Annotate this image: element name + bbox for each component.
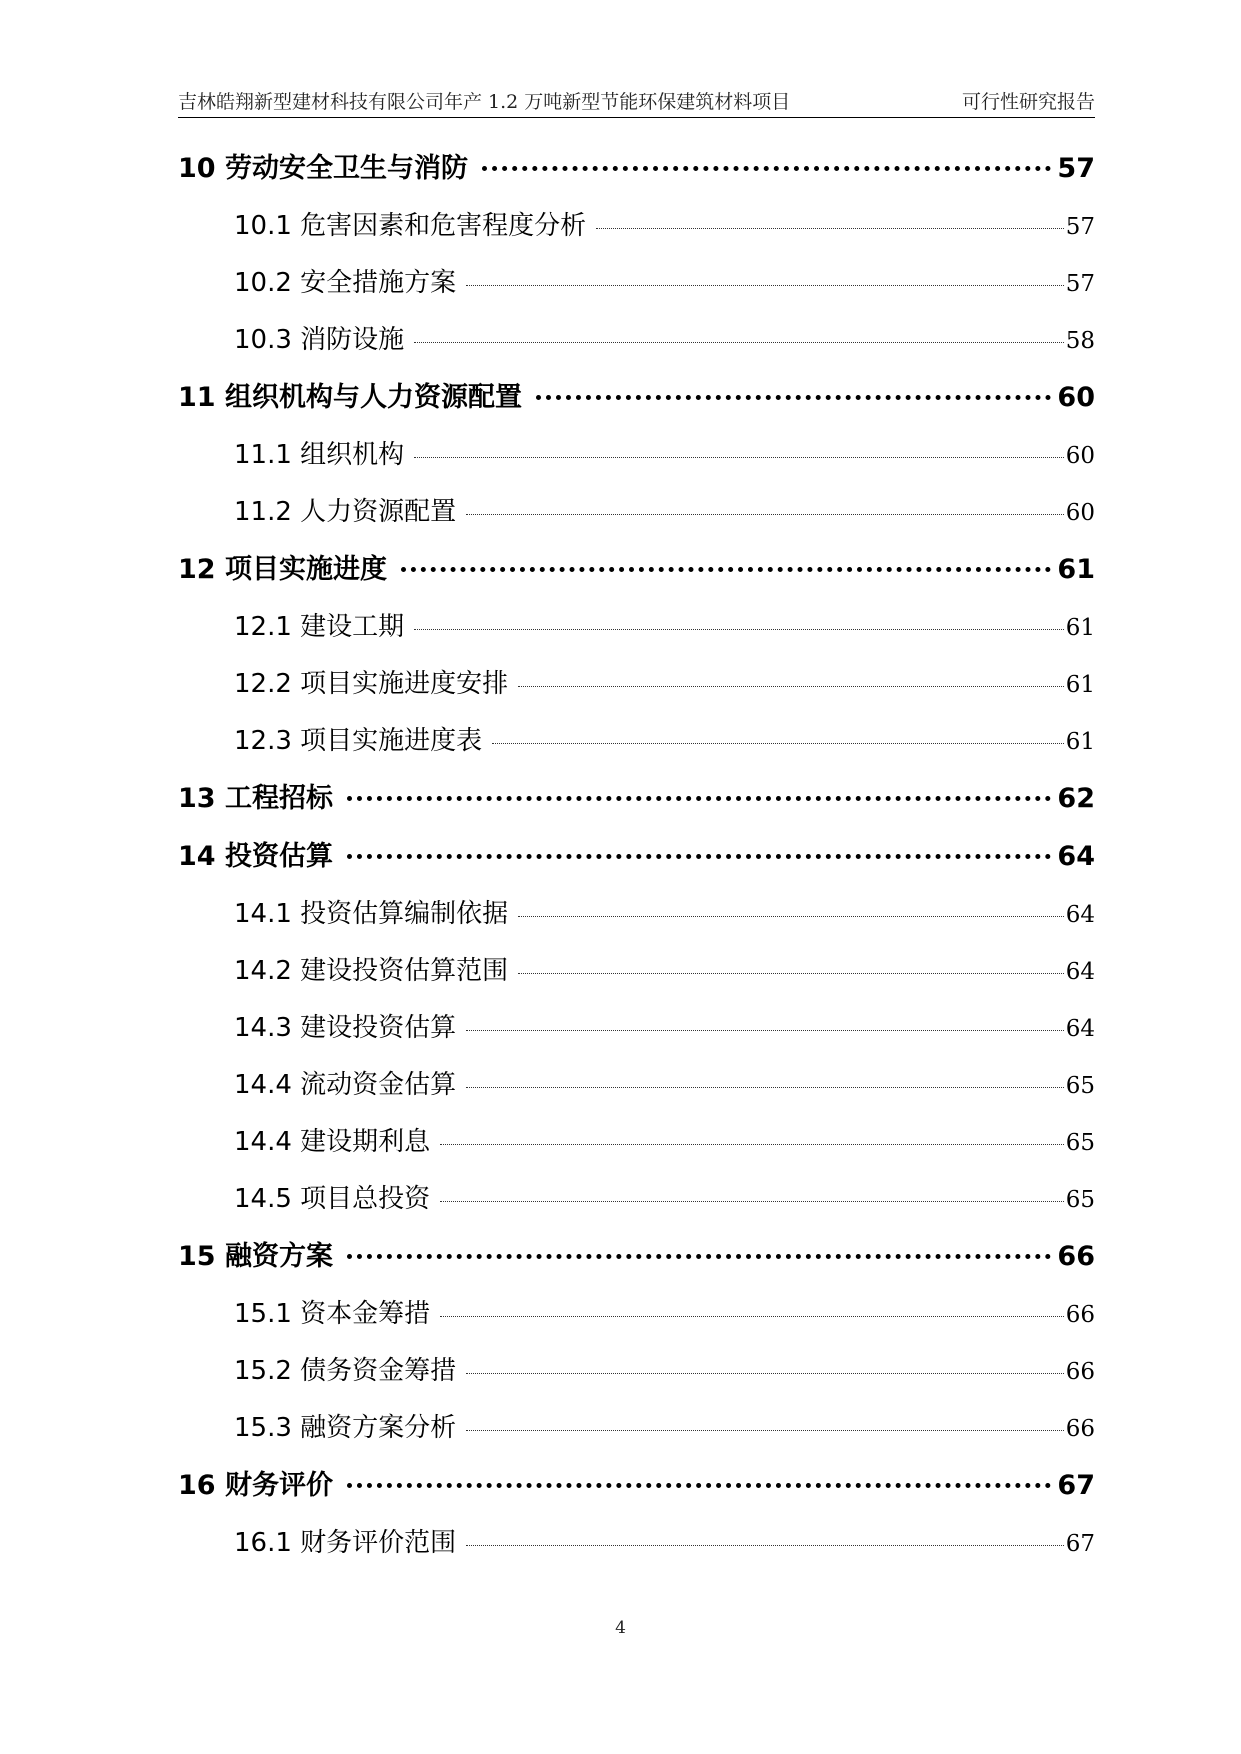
header-project-title: 吉林皓翔新型建材科技有限公司年产 1.2 万吨新型节能环保建筑材料项目 bbox=[178, 91, 791, 113]
toc-section-entry[interactable] bbox=[178, 1286, 1095, 1343]
toc-dot-leader bbox=[466, 1430, 1064, 1431]
toc-dot-leader bbox=[518, 916, 1064, 917]
toc-entry-page-number: 60 bbox=[1057, 382, 1095, 413]
toc-entry-title: 11 组织机构与人力资源配置 bbox=[178, 382, 522, 413]
toc-dot-leader bbox=[466, 1545, 1064, 1546]
toc-entry-page-number: 65 bbox=[1065, 1130, 1095, 1156]
toc-entry-page-number: 65 bbox=[1065, 1073, 1095, 1099]
toc-entry-page-number: 61 bbox=[1057, 554, 1095, 585]
toc-entry-page-number: 66 bbox=[1065, 1302, 1095, 1328]
toc-entry-page-number: 64 bbox=[1065, 902, 1095, 928]
toc-entry-title: 14.1 投资估算编制依据 bbox=[234, 899, 509, 929]
table-of-contents bbox=[178, 140, 1095, 1572]
toc-entry-page-number: 61 bbox=[1065, 729, 1095, 755]
toc-section-entry[interactable] bbox=[178, 1515, 1095, 1572]
toc-entry-title: 15 融资方案 bbox=[178, 1241, 333, 1272]
toc-entry-title: 16.1 财务评价范围 bbox=[234, 1528, 457, 1558]
toc-section-entry[interactable] bbox=[178, 713, 1095, 770]
toc-section-entry[interactable] bbox=[178, 1171, 1095, 1228]
toc-chapter-entry[interactable] bbox=[178, 369, 1095, 427]
toc-section-entry[interactable] bbox=[178, 1057, 1095, 1114]
toc-entry-title: 11.1 组织机构 bbox=[234, 440, 405, 470]
toc-entry-page-number: 62 bbox=[1057, 783, 1095, 814]
toc-entry-title: 14.4 建设期利息 bbox=[234, 1127, 431, 1157]
toc-entry-page-number: 57 bbox=[1057, 153, 1095, 184]
toc-entry-title: 15.3 融资方案分析 bbox=[234, 1413, 457, 1443]
toc-dot-leader bbox=[347, 796, 1051, 801]
toc-dot-leader bbox=[440, 1316, 1064, 1317]
toc-dot-leader bbox=[440, 1144, 1064, 1145]
toc-section-entry[interactable] bbox=[178, 1343, 1095, 1400]
toc-dot-leader bbox=[466, 1087, 1064, 1088]
toc-section-entry[interactable] bbox=[178, 1114, 1095, 1171]
toc-entry-page-number: 65 bbox=[1065, 1187, 1095, 1213]
toc-entry-title: 12.3 项目实施进度表 bbox=[234, 726, 483, 756]
toc-dot-leader bbox=[518, 973, 1064, 974]
toc-section-entry[interactable] bbox=[178, 1000, 1095, 1057]
toc-dot-leader bbox=[596, 228, 1064, 229]
toc-section-entry[interactable] bbox=[178, 1400, 1095, 1457]
toc-section-entry[interactable] bbox=[178, 599, 1095, 656]
toc-entry-page-number: 60 bbox=[1065, 443, 1095, 469]
toc-dot-leader bbox=[536, 395, 1051, 400]
toc-dot-leader bbox=[482, 166, 1051, 171]
toc-entry-title: 11.2 人力资源配置 bbox=[234, 497, 457, 527]
toc-entry-title: 12 项目实施进度 bbox=[178, 554, 387, 585]
toc-entry-title: 10 劳动安全卫生与消防 bbox=[178, 153, 468, 184]
toc-dot-leader bbox=[492, 743, 1064, 744]
toc-section-entry[interactable] bbox=[178, 255, 1095, 312]
toc-dot-leader bbox=[466, 285, 1064, 286]
header-rule bbox=[178, 117, 1095, 118]
toc-entry-title: 14.4 流动资金估算 bbox=[234, 1070, 457, 1100]
toc-entry-page-number: 64 bbox=[1065, 1016, 1095, 1042]
toc-entry-title: 14 投资估算 bbox=[178, 841, 333, 872]
toc-entry-title: 15.1 资本金筹措 bbox=[234, 1299, 431, 1329]
toc-entry-title: 15.2 债务资金筹措 bbox=[234, 1356, 457, 1386]
toc-section-entry[interactable] bbox=[178, 198, 1095, 255]
toc-entry-page-number: 61 bbox=[1065, 615, 1095, 641]
toc-entry-page-number: 57 bbox=[1065, 271, 1095, 297]
toc-entry-page-number: 60 bbox=[1065, 500, 1095, 526]
toc-chapter-entry[interactable] bbox=[178, 541, 1095, 599]
toc-section-entry[interactable] bbox=[178, 886, 1095, 943]
toc-entry-title: 14.5 项目总投资 bbox=[234, 1184, 431, 1214]
toc-dot-leader bbox=[414, 457, 1064, 458]
toc-chapter-entry[interactable] bbox=[178, 140, 1095, 198]
toc-chapter-entry[interactable] bbox=[178, 828, 1095, 886]
toc-entry-page-number: 64 bbox=[1065, 959, 1095, 985]
toc-entry-page-number: 66 bbox=[1057, 1241, 1095, 1272]
toc-dot-leader bbox=[518, 686, 1064, 687]
toc-section-entry[interactable] bbox=[178, 943, 1095, 1000]
toc-entry-page-number: 66 bbox=[1065, 1359, 1095, 1385]
toc-dot-leader bbox=[347, 854, 1051, 859]
toc-dot-leader bbox=[466, 1030, 1064, 1031]
toc-entry-page-number: 57 bbox=[1065, 214, 1095, 240]
toc-section-entry[interactable] bbox=[178, 656, 1095, 713]
page-header bbox=[178, 86, 1095, 114]
toc-section-entry[interactable] bbox=[178, 312, 1095, 369]
toc-entry-title: 14.2 建设投资估算范围 bbox=[234, 956, 509, 986]
toc-dot-leader bbox=[414, 342, 1064, 343]
toc-entry-title: 16 财务评价 bbox=[178, 1470, 333, 1501]
toc-dot-leader bbox=[440, 1201, 1064, 1202]
toc-entry-page-number: 61 bbox=[1065, 672, 1095, 698]
toc-dot-leader bbox=[347, 1254, 1051, 1259]
toc-entry-title: 12.2 项目实施进度安排 bbox=[234, 669, 509, 699]
toc-chapter-entry[interactable] bbox=[178, 1228, 1095, 1286]
toc-chapter-entry[interactable] bbox=[178, 770, 1095, 828]
toc-section-entry[interactable] bbox=[178, 484, 1095, 541]
toc-entry-page-number: 58 bbox=[1065, 328, 1095, 354]
toc-dot-leader bbox=[414, 629, 1064, 630]
toc-entry-title: 10.1 危害因素和危害程度分析 bbox=[234, 211, 587, 241]
toc-section-entry[interactable] bbox=[178, 427, 1095, 484]
toc-entry-page-number: 67 bbox=[1065, 1531, 1095, 1557]
toc-dot-leader bbox=[401, 567, 1051, 572]
toc-entry-title: 14.3 建设投资估算 bbox=[234, 1013, 457, 1043]
toc-chapter-entry[interactable] bbox=[178, 1457, 1095, 1515]
toc-dot-leader bbox=[466, 1373, 1064, 1374]
toc-entry-title: 10.2 安全措施方案 bbox=[234, 268, 457, 298]
toc-entry-page-number: 64 bbox=[1057, 841, 1095, 872]
toc-dot-leader bbox=[347, 1483, 1051, 1488]
toc-entry-page-number: 67 bbox=[1057, 1470, 1095, 1501]
toc-entry-title: 13 工程招标 bbox=[178, 783, 333, 814]
toc-dot-leader bbox=[466, 514, 1064, 515]
page-number: 4 bbox=[615, 1618, 626, 1638]
toc-entry-title: 10.3 消防设施 bbox=[234, 325, 405, 355]
toc-entry-page-number: 66 bbox=[1065, 1416, 1095, 1442]
header-report-type: 可行性研究报告 bbox=[961, 91, 1095, 113]
toc-entry-title: 12.1 建设工期 bbox=[234, 612, 405, 642]
